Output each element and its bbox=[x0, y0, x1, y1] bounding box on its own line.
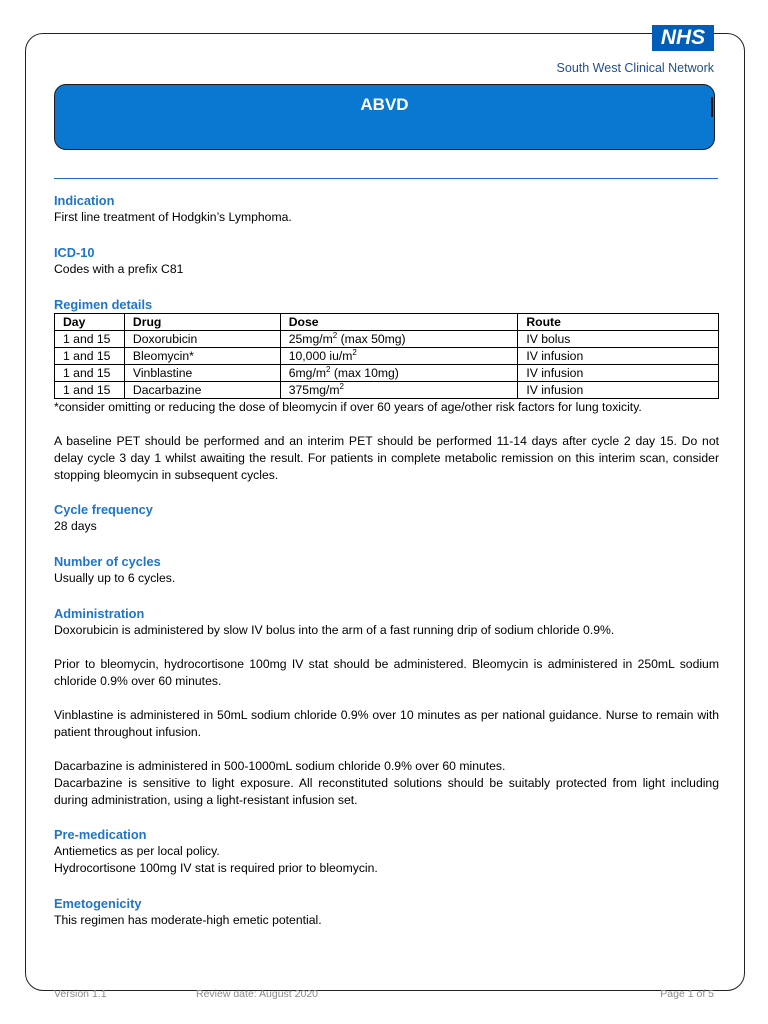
administration-doxorubicin: Doxorubicin is administered by slow IV bolus into the arm of a fast running drip of sodium chloride 0.9%. bbox=[54, 623, 615, 637]
nhs-logo: NHS bbox=[652, 25, 714, 51]
table-row bbox=[55, 365, 719, 382]
administration-bleomycin: Prior to bleomycin, hydrocortisone 100mg IV stat should be administered. Bleomycin is administered in 250mL sodium chloride 0.9% over 60 minutes. bbox=[54, 657, 719, 688]
cell-drug: Bleomycin* bbox=[124, 348, 280, 365]
footer-version: Version 1.1 bbox=[54, 988, 107, 1000]
indication-text: First line treatment of Hodgkin’s Lymphoma. bbox=[54, 210, 292, 224]
icd-heading: ICD-10 bbox=[54, 245, 95, 260]
regimen-table bbox=[54, 313, 719, 399]
cycle-frequency-text: 28 days bbox=[54, 519, 97, 533]
cell-route: IV infusion bbox=[518, 348, 719, 365]
col-header-drug: Drug bbox=[124, 314, 280, 331]
cell-drug: Doxorubicin bbox=[124, 331, 280, 348]
cell-dose: 10,000 $iu/m^2$ bbox=[280, 348, 518, 365]
indication-heading: Indication bbox=[54, 193, 115, 208]
regimen-heading: Regimen details bbox=[54, 297, 153, 312]
administration-vinblastine: Vinblastine is administered in 50mL sodium chloride 0.9% over 10 minutes as per national guidance. Nurse to remain with patient throughout infusion. bbox=[54, 708, 719, 739]
cell-route: IV bolus bbox=[518, 331, 719, 348]
banner-edge-mark bbox=[711, 97, 713, 117]
header-divider bbox=[54, 178, 718, 179]
footer-page-number: Page 1 of 5 bbox=[660, 988, 714, 1000]
cell-drug: Dacarbazine bbox=[124, 382, 280, 399]
premedication-line-2: Hydrocortisone 100mg IV stat is required prior to bleomycin. bbox=[54, 861, 378, 875]
cycle-frequency-heading: Cycle frequency bbox=[54, 502, 153, 517]
cell-dose: $25mg/m^2$ (max 50mg) bbox=[280, 331, 518, 348]
cell-route: IV infusion bbox=[518, 382, 719, 399]
table-header-row bbox=[55, 314, 719, 331]
title-banner bbox=[54, 84, 715, 150]
cell-dose: $6mg/m^2$ (max 10mg) bbox=[280, 365, 518, 382]
table-row bbox=[55, 331, 719, 348]
regimen-footnote: *consider omitting or reducing the dose of bleomycin if over 60 years of age/other risk factors for lung toxicity. bbox=[54, 400, 642, 414]
network-name: South West Clinical Network bbox=[556, 61, 714, 75]
administration-light-sensitivity: Dacarbazine is sensitive to light exposure. All reconstituted solutions should be suitably protected from light including during administration, using a light-resistant infusion set. bbox=[54, 776, 719, 807]
premedication-line-1: Antiemetics as per local policy. bbox=[54, 844, 220, 858]
cell-day: 1 and 15 bbox=[55, 382, 125, 399]
col-header-route: Route bbox=[518, 314, 719, 331]
cell-day: 1 and 15 bbox=[55, 348, 125, 365]
number-of-cycles-text: Usually up to 6 cycles. bbox=[54, 571, 176, 585]
icd-text: Codes with a prefix C81 bbox=[54, 262, 184, 276]
cell-day: 1 and 15 bbox=[55, 331, 125, 348]
cell-day: 1 and 15 bbox=[55, 365, 125, 382]
table-row bbox=[55, 382, 719, 399]
number-of-cycles-heading: Number of cycles bbox=[54, 554, 161, 569]
document-body bbox=[54, 192, 719, 929]
administration-dacarbazine: Dacarbazine is administered in 500-1000mL sodium chloride 0.9% over 60 minutes. bbox=[54, 759, 506, 773]
cell-drug: Vinblastine bbox=[124, 365, 280, 382]
footer-review-date: Review date: August 2020 bbox=[196, 988, 319, 1000]
emetogenicity-heading: Emetogenicity bbox=[54, 896, 142, 911]
cell-dose: $375mg/m^2$ bbox=[280, 382, 518, 399]
administration-heading: Administration bbox=[54, 606, 145, 621]
premedication-heading: Pre-medication bbox=[54, 827, 147, 842]
cell-route: IV infusion bbox=[518, 365, 719, 382]
emetogenicity-text: This regimen has moderate-high emetic potential. bbox=[54, 913, 322, 927]
col-header-day: Day bbox=[55, 314, 125, 331]
page-title: ABVD bbox=[360, 95, 409, 114]
pet-guidance: A baseline PET should be performed and an interim PET should be performed 11-14 days after cycle 2 day 15. Do not delay cycle 3 day 1 whilst awaiting the result. For patients in complete metabolic remission on this interim scan, consider stopping bleomycin in subsequent cycles. bbox=[54, 434, 719, 482]
table-row bbox=[55, 348, 719, 365]
col-header-dose: Dose bbox=[280, 314, 518, 331]
